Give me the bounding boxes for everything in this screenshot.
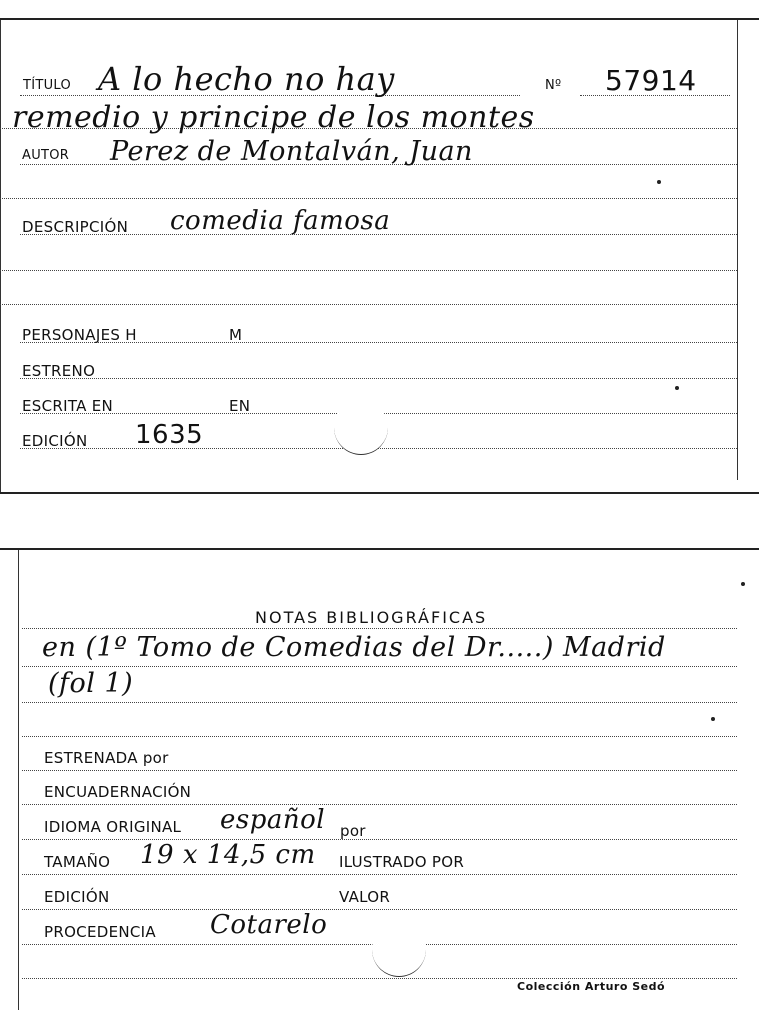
notas-value-line2: (fol 1) <box>48 668 134 699</box>
rule-notas-3 <box>22 736 737 737</box>
tamano-value: 19 x 14,5 cm <box>140 840 316 870</box>
rule-encuadernacion <box>22 804 737 805</box>
rule-blank-3 <box>0 304 737 305</box>
rule-tamano <box>22 874 737 875</box>
rule-estreno <box>20 378 737 379</box>
card-left-border <box>0 20 1 492</box>
autor-value: Perez de Montalván, Juan <box>110 136 473 167</box>
speck <box>711 717 715 721</box>
escrita-label: ESCRITA EN <box>22 397 114 415</box>
titulo-value-line1: A lo hecho no hay <box>98 60 395 98</box>
titulo-value-line2: remedio y principe de los montes <box>12 100 535 135</box>
escrita-en-label: EN <box>229 397 251 415</box>
rule-notas-1 <box>22 666 737 667</box>
descripcion-value: comedia famosa <box>170 206 391 236</box>
notas-value-line1: en (1º Tomo de Comedias del Dr.....) Madrid <box>42 632 666 663</box>
punch-hole <box>372 922 426 977</box>
valor-label: VALOR <box>339 888 391 906</box>
coleccion-stamp: Colección Arturo Sedó <box>517 980 666 993</box>
encuadernacion-label: ENCUADERNACIÓN <box>44 783 192 801</box>
idioma-label: IDIOMA ORIGINAL <box>44 818 182 836</box>
estreno-label: ESTRENO <box>22 362 96 380</box>
personajes-label: PERSONAJES H <box>22 326 137 344</box>
procedencia-label: PROCEDENCIA <box>44 923 156 941</box>
catalog-card-top <box>0 18 759 494</box>
card-right-border <box>737 20 738 480</box>
rule-blank-1 <box>0 198 737 199</box>
rule-blank <box>22 978 737 979</box>
notas-title: NOTAS BIBLIOGRÁFICAS <box>255 608 488 627</box>
card-left-border <box>18 550 19 1010</box>
rule-notas-title <box>22 628 737 629</box>
edicion-value: 1635 <box>135 420 204 450</box>
speck <box>657 180 661 184</box>
personajes-m-label: M <box>229 326 243 344</box>
idioma-por-label: por <box>340 822 366 840</box>
ilustrado-label: ILUSTRADO POR <box>339 853 465 871</box>
rule-notas-2 <box>22 702 737 703</box>
autor-label: AUTOR <box>22 148 70 163</box>
rule-blank-2 <box>0 270 737 271</box>
titulo-label: TÍTULO <box>23 78 72 93</box>
edicion-label: EDICIÓN <box>22 432 88 450</box>
rule-idioma <box>22 839 737 840</box>
rule-edicion <box>22 909 737 910</box>
catalog-card-bottom <box>0 548 759 1015</box>
rule-estrenada <box>22 770 737 771</box>
numero-value: 57914 <box>605 64 697 97</box>
numero-label: Nº <box>545 78 562 93</box>
idioma-value: español <box>220 805 326 835</box>
descripcion-label: DESCRIPCIÓN <box>22 218 129 236</box>
speck <box>741 582 745 586</box>
punch-hole <box>334 400 388 455</box>
procedencia-value: Cotarelo <box>210 910 328 940</box>
edicion-label: EDICIÓN <box>44 888 110 906</box>
tamano-label: TAMAÑO <box>44 853 111 871</box>
estrenada-label: ESTRENADA por <box>44 749 169 767</box>
speck <box>675 386 679 390</box>
